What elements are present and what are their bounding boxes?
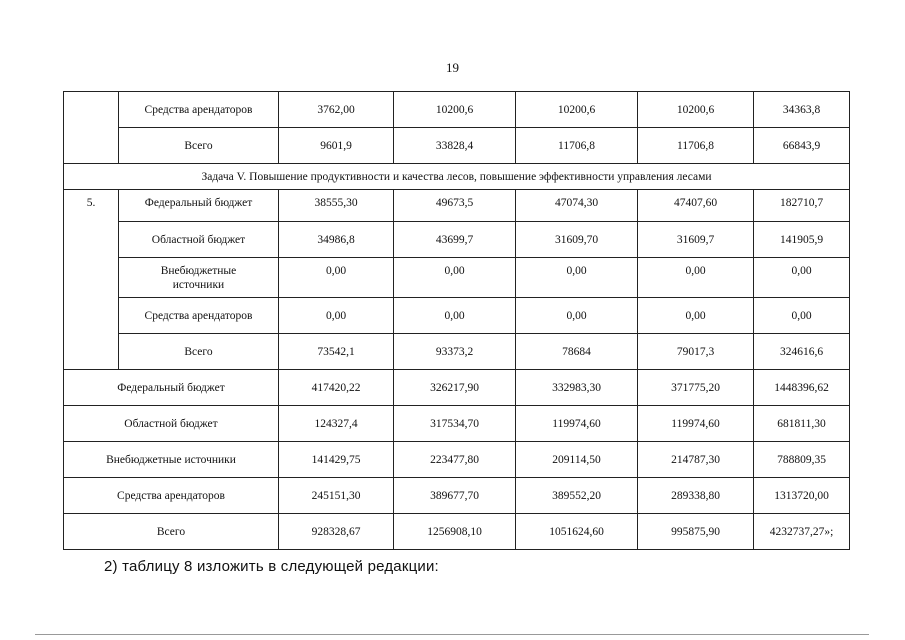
cell-value: 34986,8: [279, 222, 394, 258]
cell-value: 332983,30: [516, 370, 638, 406]
total-label: Всего: [64, 514, 279, 550]
cell-value: 317534,70: [394, 406, 516, 442]
cell-value: 289338,80: [638, 478, 754, 514]
cell-value: 214787,30: [638, 442, 754, 478]
cell-value: 9601,9: [279, 128, 394, 164]
cell-value: 141429,75: [279, 442, 394, 478]
row-label: Всего: [119, 334, 279, 370]
cell-value: 93373,2: [394, 334, 516, 370]
cell-value: 10200,6: [394, 92, 516, 128]
row-label: Областной бюджет: [119, 222, 279, 258]
row-label: Средства арендаторов: [119, 298, 279, 334]
cell-value: 4232737,27»;: [754, 514, 850, 550]
cell-value: 371775,20: [638, 370, 754, 406]
cell-value: 43699,7: [394, 222, 516, 258]
cell-value: 124327,4: [279, 406, 394, 442]
cell-value: 3762,00: [279, 92, 394, 128]
table-row: [64, 258, 850, 298]
cell-value: 389552,20: [516, 478, 638, 514]
cell-value: 0,00: [279, 298, 394, 334]
cell-value: 49673,5: [394, 190, 516, 222]
table-row: [64, 298, 850, 334]
total-row: [64, 370, 850, 406]
cell-value: 34363,8: [754, 92, 850, 128]
cell-value: 10200,6: [516, 92, 638, 128]
table-row: [64, 334, 850, 370]
task-heading: Задача V. Повышение продуктивности и качества лесов, повышение эффективности управления лесами: [64, 164, 850, 190]
total-row: [64, 478, 850, 514]
cell-value: 33828,4: [394, 128, 516, 164]
cell-value: 38555,30: [279, 190, 394, 222]
cell-value: 11706,8: [516, 128, 638, 164]
cell-value: 1051624,60: [516, 514, 638, 550]
cell-value: 0,00: [279, 258, 394, 298]
row-label: Федеральный бюджет: [119, 190, 279, 222]
cell-value: 0,00: [394, 298, 516, 334]
table-row: [64, 128, 850, 164]
cell-value: 31609,70: [516, 222, 638, 258]
row-label: Внебюджетные источники: [119, 258, 279, 298]
cell-value: 995875,90: [638, 514, 754, 550]
cell-value: 1256908,10: [394, 514, 516, 550]
row-label: Всего: [119, 128, 279, 164]
cell-value: 79017,3: [638, 334, 754, 370]
empty-number-cell: [64, 92, 119, 164]
cell-value: 11706,8: [638, 128, 754, 164]
cell-value: 417420,22: [279, 370, 394, 406]
page-number: 19: [446, 60, 459, 75]
instruction-text: 2) таблицу 8 изложить в следующей редакции:: [104, 558, 439, 575]
cell-value: 47074,30: [516, 190, 638, 222]
cell-value: 324616,6: [754, 334, 850, 370]
cell-value: 0,00: [754, 298, 850, 334]
cell-value: 1448396,62: [754, 370, 850, 406]
cell-value: 66843,9: [754, 128, 850, 164]
cell-value: 119974,60: [516, 406, 638, 442]
cell-value: 245151,30: [279, 478, 394, 514]
cell-value: 788809,35: [754, 442, 850, 478]
cell-value: 389677,70: [394, 478, 516, 514]
cell-value: 223477,80: [394, 442, 516, 478]
item-number: 5.: [64, 190, 119, 370]
cell-value: 209114,50: [516, 442, 638, 478]
cell-value: 31609,7: [638, 222, 754, 258]
total-label: Средства арендаторов: [64, 478, 279, 514]
cell-value: 0,00: [516, 298, 638, 334]
total-row: [64, 406, 850, 442]
total-row: [64, 514, 850, 550]
table-row: [64, 92, 850, 128]
total-row: [64, 442, 850, 478]
cell-value: 10200,6: [638, 92, 754, 128]
table-row: [64, 190, 850, 222]
cell-value: 73542,1: [279, 334, 394, 370]
cell-value: 326217,90: [394, 370, 516, 406]
cell-value: 681811,30: [754, 406, 850, 442]
cell-value: 78684: [516, 334, 638, 370]
total-label: Внебюджетные источники: [64, 442, 279, 478]
cell-value: 0,00: [638, 258, 754, 298]
cell-value: 1313720,00: [754, 478, 850, 514]
cell-value: 928328,67: [279, 514, 394, 550]
cell-value: 0,00: [754, 258, 850, 298]
row-label: Средства арендаторов: [119, 92, 279, 128]
task-heading-row: [64, 164, 850, 190]
table-row: [64, 222, 850, 258]
total-label: Областной бюджет: [64, 406, 279, 442]
cell-value: 47407,60: [638, 190, 754, 222]
total-label: Федеральный бюджет: [64, 370, 279, 406]
cell-value: 119974,60: [638, 406, 754, 442]
cell-value: 0,00: [394, 258, 516, 298]
cell-value: 182710,7: [754, 190, 850, 222]
cell-value: 0,00: [516, 258, 638, 298]
cell-value: 141905,9: [754, 222, 850, 258]
page-bottom-rule: [35, 634, 869, 635]
cell-value: 0,00: [638, 298, 754, 334]
budget-table: [63, 91, 850, 550]
